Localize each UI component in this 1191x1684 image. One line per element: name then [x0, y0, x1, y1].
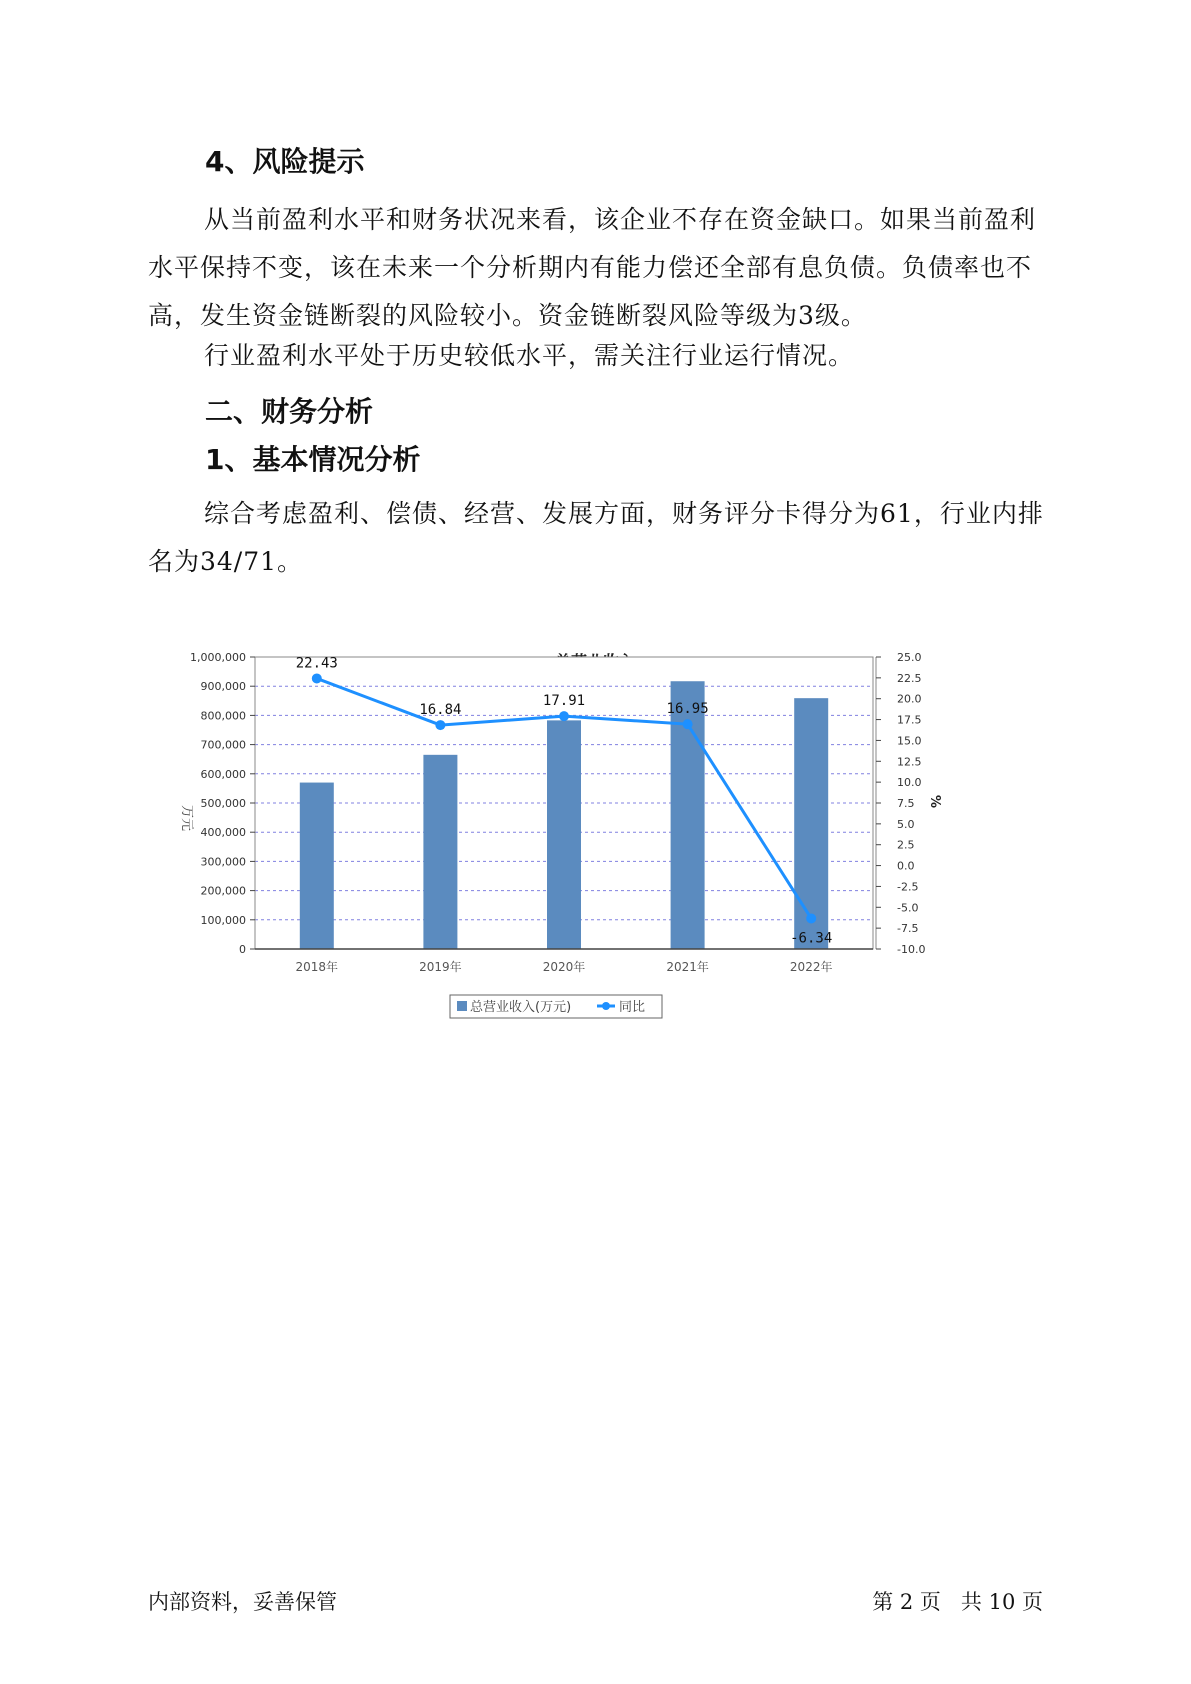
right-axis-ticks [876, 651, 925, 956]
x-axis-ticks [296, 959, 833, 974]
right-tick-label: 15.0 [897, 734, 922, 748]
legend-line-marker [602, 1002, 610, 1010]
yoy-data-label: 16.84 [419, 702, 462, 719]
yoy-data-label: 22.43 [295, 655, 338, 672]
yoy-point [312, 673, 322, 683]
footer-page-number: 第 2 页 共 10 页 [872, 1590, 1043, 1614]
yoy-point [559, 711, 569, 721]
subsection-heading-basic: 1、基本情况分析 [205, 443, 421, 476]
right-tick-label: -7.5 [897, 922, 919, 936]
left-tick-label: 700,000 [200, 738, 246, 752]
right-tick-label: 22.5 [897, 671, 922, 685]
section-heading-risk: 4、风险提示 [205, 145, 365, 178]
section-heading-financial: 二、财务分析 [205, 395, 374, 428]
right-tick-label: 7.5 [897, 797, 915, 810]
left-axis-label: 万元 [179, 805, 194, 832]
left-tick-label: 500,000 [200, 797, 246, 810]
yoy-point [806, 913, 816, 923]
revenue-bar [547, 720, 581, 949]
legend-bar-label: 总营业收入(万元) [470, 1000, 572, 1015]
left-tick-label: 900,000 [200, 680, 246, 694]
right-tick-label: 12.5 [897, 755, 922, 769]
yoy-data-label: 17.91 [542, 693, 586, 710]
right-tick-label: 17.5 [897, 713, 922, 727]
right-tick-label: 2.5 [897, 838, 915, 852]
x-tick-label: 2021年 [666, 960, 709, 974]
left-tick-label: 300,000 [200, 855, 246, 869]
chart-legend [450, 995, 662, 1018]
revenue-chart [165, 640, 1025, 1070]
right-tick-label: -5.0 [897, 901, 919, 915]
score-paragraph: 综合考虑盈利、偿债、经营、发展方面，财务评分卡得分为61，行业内排名为34/71。 [148, 499, 1044, 576]
yoy-point [435, 720, 445, 730]
x-tick-label: 2022年 [789, 960, 833, 974]
right-tick-label: 20.0 [897, 692, 922, 706]
left-tick-label: 800,000 [200, 709, 246, 723]
right-tick-label: 25.0 [897, 651, 922, 664]
left-tick-label: 0 [239, 943, 246, 956]
right-tick-label: -10.0 [897, 943, 926, 956]
right-tick-label: -2.5 [897, 880, 919, 894]
x-tick-label: 2019年 [419, 960, 462, 974]
industry-paragraph: 行业盈利水平处于历史较低水平，需关注行业运行情况。 [204, 341, 855, 370]
left-tick-label: 1,000,000 [190, 651, 246, 664]
risk-paragraph: 从当前盈利水平和财务状况来看，该企业不存在资金缺口。如果当前盈利水平保持不变，该在未来一个分析期内有能力偿还全部有息负债。负债率也不高，发生资金链断裂的风险较小。资金链断裂风险等级为3级。 [148, 205, 1037, 330]
x-tick-label: 2020年 [542, 960, 586, 974]
revenue-bar [300, 783, 334, 949]
yoy-point [683, 719, 693, 729]
revenue-bar [794, 698, 828, 949]
left-tick-label: 200,000 [200, 884, 246, 898]
left-tick-label: 100,000 [200, 913, 246, 927]
right-axis-label: % [927, 795, 942, 809]
revenue-bar [423, 755, 457, 949]
left-tick-label: 400,000 [200, 826, 246, 840]
left-tick-label: 600,000 [200, 767, 246, 781]
yoy-data-label: -6.34 [790, 930, 833, 947]
x-tick-label: 2018年 [295, 960, 339, 974]
left-axis-ticks [190, 651, 255, 956]
legend-line-label: 同比 [619, 1000, 646, 1015]
legend-bar-swatch [457, 1001, 467, 1011]
right-tick-label: 10.0 [897, 776, 922, 790]
right-tick-label: 5.0 [897, 817, 915, 831]
yoy-data-label: 16.95 [666, 701, 709, 718]
right-tick-label: 0.0 [897, 859, 915, 873]
footer-confidential: 内部资料，妥善保管 [148, 1590, 337, 1614]
